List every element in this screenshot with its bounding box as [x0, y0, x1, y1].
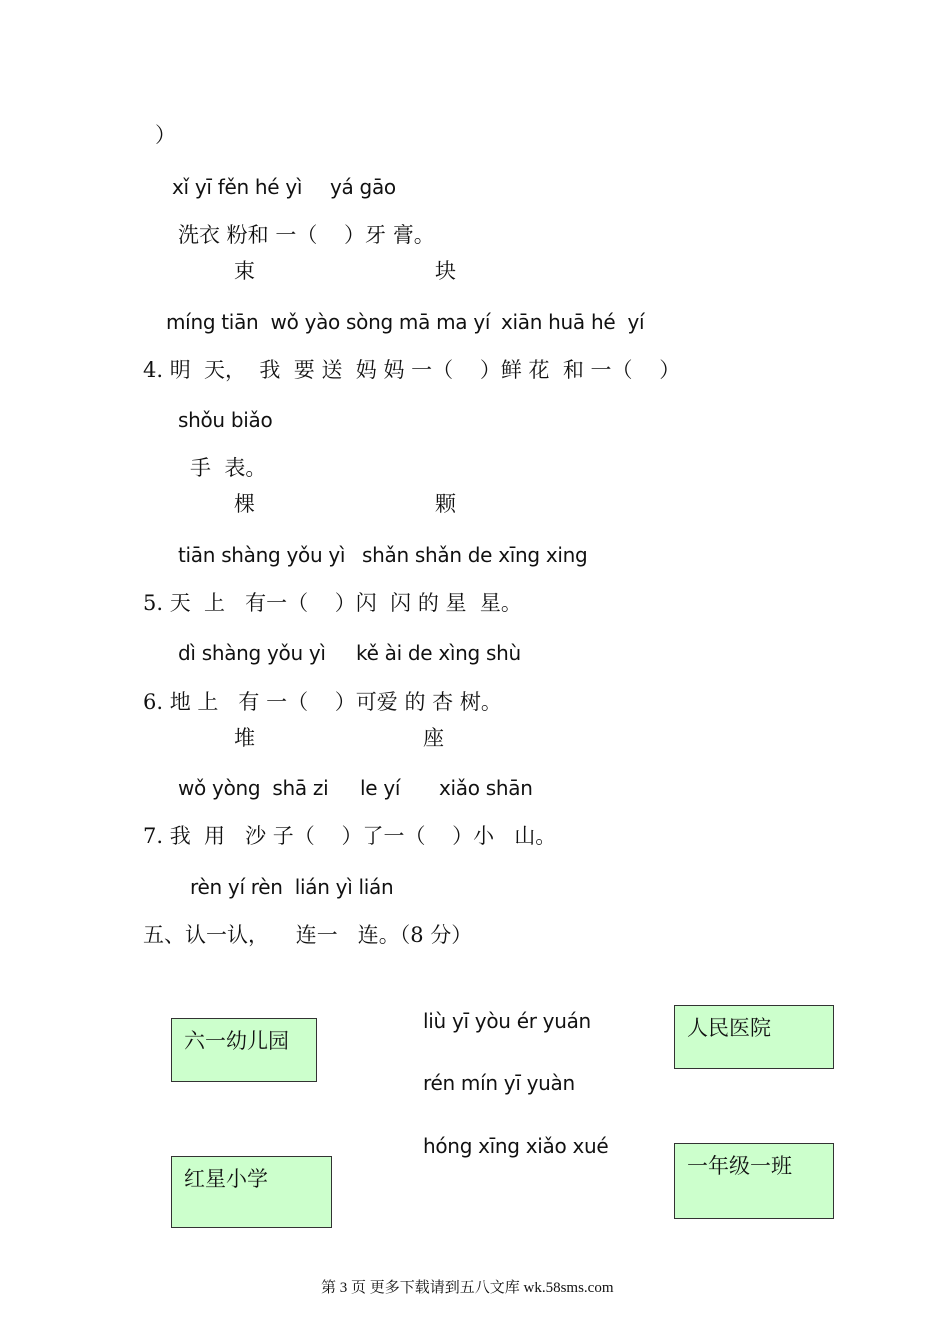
q7-pinyin-a: wǒ yòng shā zi [178, 776, 329, 800]
match-left-label-2: 红星小学 [184, 1167, 268, 1191]
match-right-label-2: 一年级一班 [687, 1154, 792, 1178]
q4-pinyin-b: xiān huā hé yí [501, 310, 645, 334]
section5-pinyin: rèn yí rèn lián yì lián [190, 875, 394, 899]
q3-option-2: 块 [435, 259, 456, 283]
q4-sentence-cont: 手 表。 [190, 456, 267, 480]
section5-title: 五、认一认， 连一 连。（8 分） [143, 923, 473, 947]
match-right-box-2[interactable] [674, 1143, 834, 1219]
match-left-box-1[interactable] [171, 1018, 317, 1082]
q6-option-2: 座 [423, 726, 444, 750]
q4-pinyin-a: míng tiān wǒ yào sòng mā ma yí [166, 310, 491, 334]
q3-pinyin-b: yá gāo [330, 175, 396, 199]
q6-sentence: 6. 地 上 有 一（ ）可爱 的 杏 树。 [143, 690, 502, 714]
q7-sentence: 7. 我 用 沙 子（ ）了一（ ）小 山。 [143, 824, 557, 848]
match-pinyin-2[interactable]: rén mín yī yuàn [423, 1071, 575, 1095]
q4-pinyin-c: shǒu biǎo [178, 408, 273, 432]
q3-pinyin-a: xǐ yī fěn hé yì [172, 175, 303, 199]
q7-pinyin-c: xiǎo shān [439, 776, 533, 800]
q4-option-1: 棵 [234, 492, 255, 516]
page-footer: 第 3 页 更多下载请到五八文库 wk.58sms.com [321, 1280, 614, 1296]
q7-pinyin-b: le yí [360, 776, 401, 800]
q5-sentence: 5. 天 上 有一（ ）闪 闪 的 星 星。 [143, 591, 522, 615]
match-pinyin-1[interactable]: liù yī yòu ér yuán [423, 1009, 591, 1033]
q3-sentence: 洗衣 粉和 一（ ）牙 膏。 [178, 223, 435, 247]
match-right-label-1: 人民医院 [687, 1016, 771, 1040]
match-left-box-2[interactable] [171, 1156, 332, 1228]
q3-option-1: 束 [234, 259, 255, 283]
q4-option-2: 颗 [435, 492, 456, 516]
q6-pinyin-b: kě ài de xìng shù [356, 641, 521, 665]
match-pinyin-3[interactable]: hóng xīng xiǎo xué [423, 1134, 609, 1158]
match-right-box-1[interactable] [674, 1005, 834, 1069]
q5-pinyin-a: tiān shàng yǒu yì [178, 543, 346, 567]
q6-pinyin-a: dì shàng yǒu yì [178, 641, 326, 665]
q4-sentence: 4. 明 天， 我 要 送 妈 妈 一（ ）鲜 花 和 一（ ） [143, 358, 681, 382]
q5-pinyin-b: shǎn shǎn de xīng xing [362, 543, 588, 567]
match-left-label-1: 六一幼儿园 [184, 1029, 289, 1053]
q6-option-1: 堆 [234, 726, 255, 750]
closing-paren: ） [155, 123, 176, 147]
